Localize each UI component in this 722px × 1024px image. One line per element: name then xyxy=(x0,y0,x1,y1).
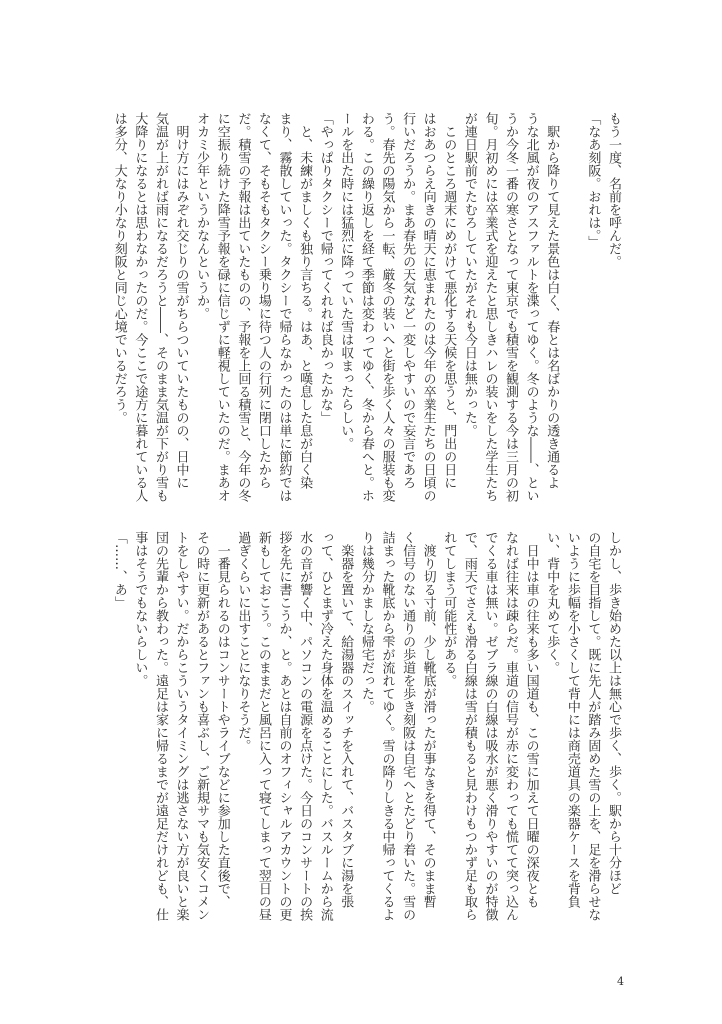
text-line: 「……、あ」 xyxy=(111,531,127,609)
text-line: 明け方にはみぞれ交じりの雪がちらついていたものの、日中に xyxy=(173,112,189,489)
text-line: なれば往来は疎らだ。車道の信号が赤に変わっても慌てて突っ込ん xyxy=(503,531,519,921)
text-line: 気温が上がれば雨になるだろうと――、そのまま気温が下がり雪も xyxy=(152,112,168,502)
text-line: 事はそうでもないらしい。 xyxy=(132,531,148,687)
text-line: りは幾分かましな帰宅だった。 xyxy=(358,531,374,713)
text-line: 「なあ刻阪。おれは。」 xyxy=(585,112,601,249)
text-line: 駅から降りて見えた景色は白く、春とは名ばかりの透き通るよ xyxy=(544,112,560,489)
text-line: 水の音が響く中、パソコンの電源を点けた。今日のコンサートの挨 xyxy=(297,531,313,921)
text-line: と、未練がましくも独り言ちる。はあ、と嘆息した息が白く染 xyxy=(297,112,313,489)
text-line: もう一度、名前を呼んだ。 xyxy=(606,112,621,268)
text-line: 過ぎくらいに出すことになりそうだ。 xyxy=(235,531,251,752)
text-line: 大降りになるとは思わなかったのだ。今ここで途方に暮れている人 xyxy=(132,112,148,502)
text-line: だ。積雪の予報は出ていたものの、予報を上回る積雪と、今年の冬 xyxy=(235,112,251,502)
text-block-bottom xyxy=(108,531,623,921)
text-line: は多分、大なり小なり刻阪と同じ心境でいるだろう。 xyxy=(111,112,127,424)
text-line: うか今冬一番の寒さとなって東京でも積雪を観測する今は三月の初 xyxy=(503,112,519,502)
text-block-top xyxy=(108,112,623,502)
text-line: の自宅を目指して。既に先人が踏み固めた雪の上を、足を滑らせな xyxy=(585,531,601,921)
text-line: でくる車は無い。ゼブラ線の白線は吸水が悪く滑りやすいのが特徴 xyxy=(482,531,498,921)
text-line: れてしまう可能性がある。 xyxy=(441,531,457,687)
text-line: このところ週末にめがけて悪化する天候を思うと、門出の日に xyxy=(441,112,457,489)
text-line: が連日駅前でたむろしていたがそれも今日は無かった。 xyxy=(461,112,477,437)
text-line: 「やっぱりタクシーで帰ってくれれば良かったかな」 xyxy=(317,112,333,424)
text-line: 詰まった靴底から雫が流れてゆく。雪の降りしきる中帰ってくるよ xyxy=(379,531,395,921)
text-line: い、背中を丸めて歩く。 xyxy=(544,531,560,674)
text-line: その時に更新があるとファンも喜ぶし、ご新規サマも気安くコメン xyxy=(194,531,210,921)
text-line: って、ひとまず冷えた身体を温めることにした。バスルームから流 xyxy=(317,531,333,921)
text-line: 行いだろうか。まあ春先の天気など一変しやすいので妄言であろ xyxy=(400,112,416,489)
text-line: く信号のない通りの歩道を歩き刻阪は自宅へとたどり着いた。雪の xyxy=(400,531,416,921)
text-line: いように歩幅を小さくして背中には商売道具の楽器ケースを背負 xyxy=(564,531,580,908)
text-line: はおあつらえ向きの晴天に恵まれたのは今年の卒業生たちの日頃の xyxy=(420,112,436,502)
text-line: トをしやすい。だからこういうタイミングは逃さない方が良いと楽 xyxy=(173,531,189,921)
text-line: う。春先の陽気から一転、厳冬の装いへと街を歩く人々の服装も変 xyxy=(379,112,395,502)
text-line: 日中は車の往来も多い国道も、この雪に加えて日曜の深夜とも xyxy=(523,531,539,908)
text-line: 旬。月初めには卒業式を迎えたと思しきハレの装いをした学生たち xyxy=(482,112,498,502)
text-line: で、雨天でさえも滑る白線は雪が積もると見わけもつかず足も取ら xyxy=(461,531,477,921)
text-line: まり、霧散していった。タクシーで帰らなかったのは単に節約では xyxy=(276,112,292,502)
text-line: 楽器を置いて、給湯器のスイッチを入れて、バスタブに湯を張 xyxy=(338,531,354,908)
page-number: 4 xyxy=(617,975,624,988)
text-line: ールを出た時には猛烈に降っていた雪は収まったらしい。 xyxy=(338,112,354,450)
text-line: うな北風が夜のアスファルトを渫ってゆく。冬のような――、とい xyxy=(523,112,539,502)
text-line: 団の先輩から教わった。遠足は家に帰るまでが遠足だけれども、仕 xyxy=(152,531,168,921)
text-line: オカミ少年というかなんというか。 xyxy=(194,112,210,320)
text-line: に空振り続けた降雪予報を碌に信じずに軽視していたのだ。まあオ xyxy=(214,112,230,502)
text-line: 渡り切る寸前、少し靴底が滑ったが事なきを得て、そのまま暫 xyxy=(420,531,436,908)
text-line: しかし、歩き始めた以上は無心で歩く、歩く。駅から十分ほど xyxy=(606,531,621,895)
text-line: 拶を先に書こうか、と。あとは自前のオフィシャルアカウントの更 xyxy=(276,531,292,921)
text-line: なくて、そもそもタクシー乗り場に待つ人の行列に閉口したから xyxy=(255,112,271,489)
text-line: 新もしておこう。このままだと風呂に入って寝てしまって翌日の昼 xyxy=(255,531,271,921)
text-line: 一番見られるのはコンサートやライブなどに参加した直後で、 xyxy=(214,531,230,908)
text-line: わる。この繰り返しを経て季節は変わってゆく、冬から春へと。ホ xyxy=(358,112,374,502)
